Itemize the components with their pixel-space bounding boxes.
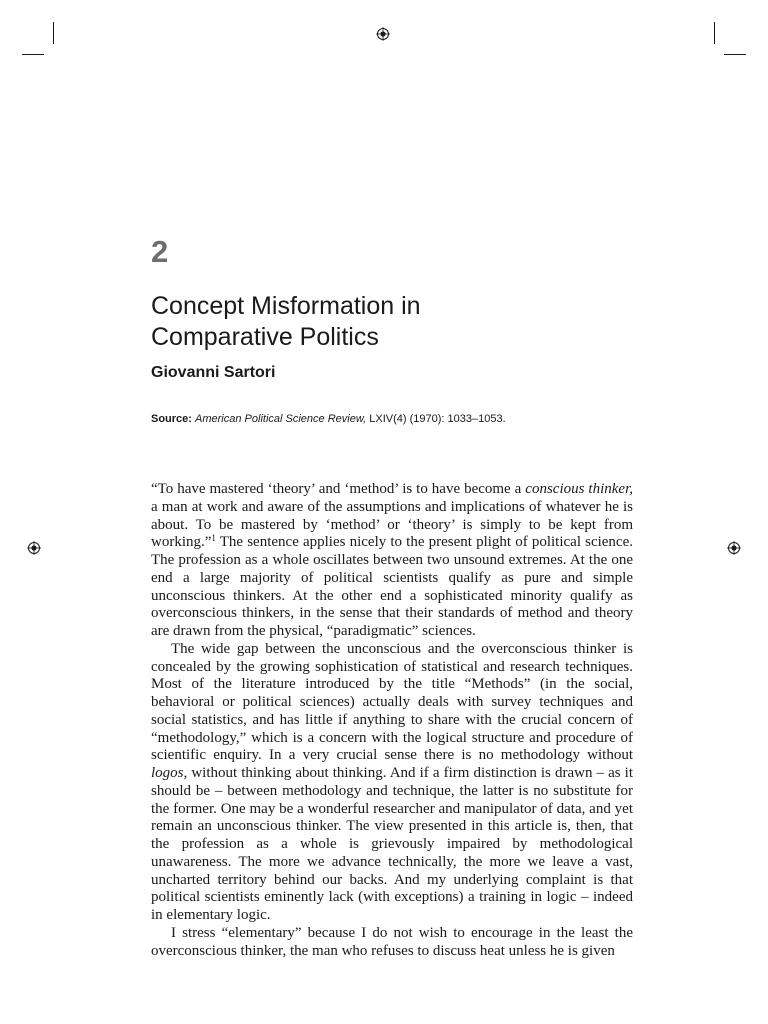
paragraph-3: I stress “elementary” because I do not wish to encourage in the least the overconscious thinker, the man who refuses to discuss heat unless he is given bbox=[151, 924, 633, 959]
registration-mark-left-icon bbox=[27, 541, 41, 555]
emphasis-logos: logos, bbox=[151, 765, 188, 781]
chapter-title-line-2: Comparative Politics bbox=[151, 323, 379, 351]
crop-mark-top-left-horizontal bbox=[22, 54, 44, 55]
paragraph-2: The wide gap between the unconscious and the overconscious thinker is concealed by the growing sophistication of statistical and research techniques. Most of the literature introduced by the title “Methods” (in the social, behavioral or political sciences) actually deals with survey techniques and social statistics, and has little if anything to share with the crucial concern of “methodology,” which is a concern with the logical structure and procedure of scientific enquiry. In a very crucial sense there is no methodology without logos, without thinking about thinking. And if a firm distinction is drawn – as it should be – between methodology and technique, the latter is no substitute for the former. One may be a wonderful researcher and manipulator of data, and yet remain an unconscious thinker. The view presented in this article is, then, that the profession as a whole is grievously impaired by methodological unawareness. The more we advance technically, the more we leave a vast, uncharted territory behind our backs. And my underlying complaint is that political scientists eminently lack (with exceptions) a training in logic – indeed in elementary logic. bbox=[151, 640, 633, 923]
footnote-ref-1[interactable]: 1 bbox=[211, 533, 216, 544]
registration-mark-right-icon bbox=[727, 541, 741, 555]
chapter-number: 2 bbox=[151, 234, 169, 269]
registration-mark-top-icon bbox=[376, 27, 390, 41]
source-details: LXIV(4) (1970): 1033–1053. bbox=[366, 413, 506, 425]
crop-mark-top-left-vertical bbox=[53, 22, 54, 44]
emphasis-conscious-thinker: conscious thinker, bbox=[525, 481, 633, 497]
source-journal: American Political Science Review, bbox=[195, 413, 367, 425]
source-label: Source: bbox=[151, 413, 192, 425]
source-citation bbox=[151, 411, 651, 427]
body-text bbox=[151, 481, 633, 960]
crop-mark-top-right-horizontal bbox=[724, 54, 746, 55]
author-name: Giovanni Sartori bbox=[151, 364, 276, 381]
paragraph-1: “To have mastered ‘theory’ and ‘method’ is to have become a conscious thinker, a man at work and aware of the assumptions and implications of whatever he is about. To be mastered by ‘method’ or ‘theory’ is simply to be kept from working.”$^1$ The sentence applies nicely to the present plight of political science. The profession as a whole oscillates between two unsound extremes. At the one end a large majority of political scientists qualify as pure and simple unconscious thinkers. At the other end a sophisticated minority qualify as overconscious thinkers, in the sense that their standards of method and theory are drawn from the physical, “paradigmatic” sciences. bbox=[151, 481, 633, 639]
chapter-title bbox=[151, 291, 631, 353]
crop-mark-top-right-vertical bbox=[714, 22, 715, 44]
chapter-title-line-1: Concept Misformation in bbox=[151, 292, 421, 320]
